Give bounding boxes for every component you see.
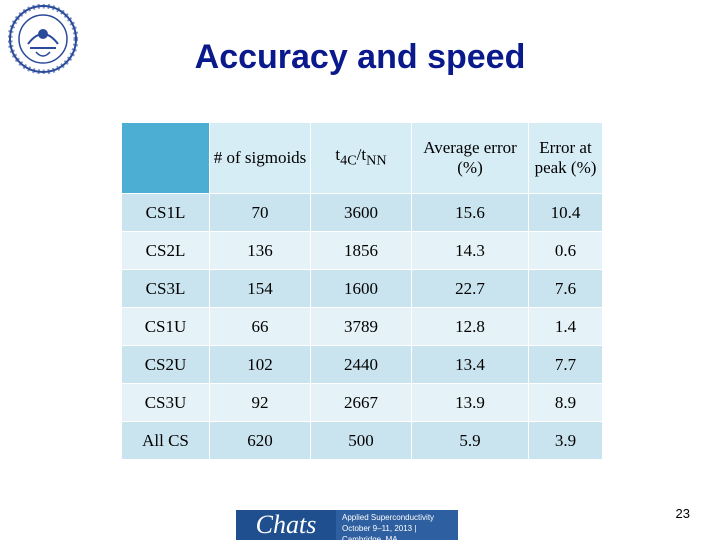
table-cell: 12.8 (412, 308, 529, 346)
results-table (121, 122, 603, 460)
table-row (122, 346, 603, 384)
table-header-row (122, 123, 603, 194)
row-label: CS1L (122, 194, 210, 232)
row-label: CS2U (122, 346, 210, 384)
table-row (122, 384, 603, 422)
header-cell-average-error: Average error (%) (412, 123, 529, 194)
table-cell: 1.4 (529, 308, 603, 346)
table-cell: 136 (210, 232, 311, 270)
conference-logo-mark: Chats (236, 510, 336, 540)
table-cell: 2440 (311, 346, 412, 384)
row-label: CS2L (122, 232, 210, 270)
table-row (122, 194, 603, 232)
header-cell-peak-error: Error at peak (%) (529, 123, 603, 194)
table-cell: 500 (311, 422, 412, 460)
table-cell: 0.6 (529, 232, 603, 270)
table-cell: 13.4 (412, 346, 529, 384)
table-row (122, 270, 603, 308)
table-cell: 7.7 (529, 346, 603, 384)
row-label: CS3L (122, 270, 210, 308)
table-cell: 620 (210, 422, 311, 460)
table-cell: 15.6 (412, 194, 529, 232)
slide-number: 23 (675, 506, 690, 521)
conference-logo (236, 510, 458, 544)
table-cell: 3.9 (529, 422, 603, 460)
table-cell: 8.9 (529, 384, 603, 422)
table-cell: 3789 (311, 308, 412, 346)
row-label: All CS (122, 422, 210, 460)
table-cell: 13.9 (412, 384, 529, 422)
table-cell: 2667 (311, 384, 412, 422)
table-cell: 66 (210, 308, 311, 346)
row-label: CS1U (122, 308, 210, 346)
table-row (122, 422, 603, 460)
table-cell: 14.3 (412, 232, 529, 270)
slide-title: Accuracy and speed (194, 38, 526, 76)
conference-dates: October 9–11, 2013 | Cambridge, MA (342, 524, 417, 544)
table-cell: 10.4 (529, 194, 603, 232)
table-cell: 70 (210, 194, 311, 232)
table-cell: 1600 (311, 270, 412, 308)
table-cell: 92 (210, 384, 311, 422)
table-cell: 102 (210, 346, 311, 384)
table-row (122, 308, 603, 346)
table-cell: 3600 (311, 194, 412, 232)
table-cell: 5.9 (412, 422, 529, 460)
table-cell: 1856 (311, 232, 412, 270)
conference-logo-text (336, 510, 458, 544)
table-row (122, 232, 603, 270)
header-cell-corner (122, 123, 210, 194)
table-cell: 7.6 (529, 270, 603, 308)
row-label: CS3U (122, 384, 210, 422)
conference-name: Applied Superconductivity (342, 513, 435, 522)
header-cell-time-ratio: $t_{4C}/t_{NN}$ (311, 123, 412, 194)
table-cell: 22.7 (412, 270, 529, 308)
table-cell: 154 (210, 270, 311, 308)
header-cell-sigmoids: # of sigmoids (210, 123, 311, 194)
